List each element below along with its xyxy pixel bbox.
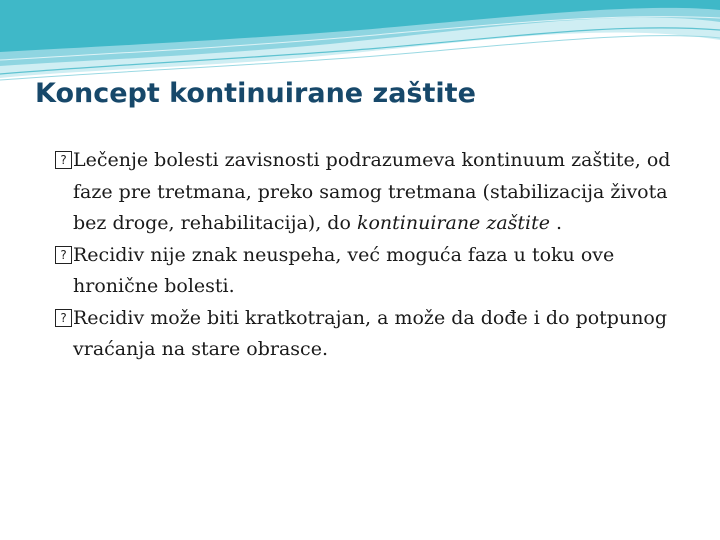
bullet-item: [55, 145, 675, 240]
bullet-text: Lečenje bolesti zavisnosti podrazumeva kontinuum zaštite, od faze pre tretmana, preko samog tretmana (stabilizacija života bez droge, rehabilitacija), do: [73, 149, 671, 234]
bullet-icon: ?: [55, 309, 72, 327]
slide-title: Koncept kontinuirane zaštite: [35, 78, 476, 109]
bullet-italic-text: kontinuirane zaštite: [356, 212, 551, 234]
bullet-icon: ?: [55, 246, 72, 264]
bullet-text: Recidiv nije znak neuspeha, već moguća faza u toku ove hronične bolesti.: [73, 243, 615, 297]
header-wave-decoration: [0, 0, 720, 90]
bullet-icon: ?: [55, 151, 72, 169]
bullet-list: [55, 145, 675, 366]
bullet-text: Recidiv može biti kratkotrajan, a može da dođe i do potpunog vraćanja na stare obrasce.: [73, 306, 668, 360]
bullet-item: [55, 240, 675, 303]
bullet-item: [55, 303, 675, 366]
bullet-tail-text: .: [550, 212, 563, 234]
